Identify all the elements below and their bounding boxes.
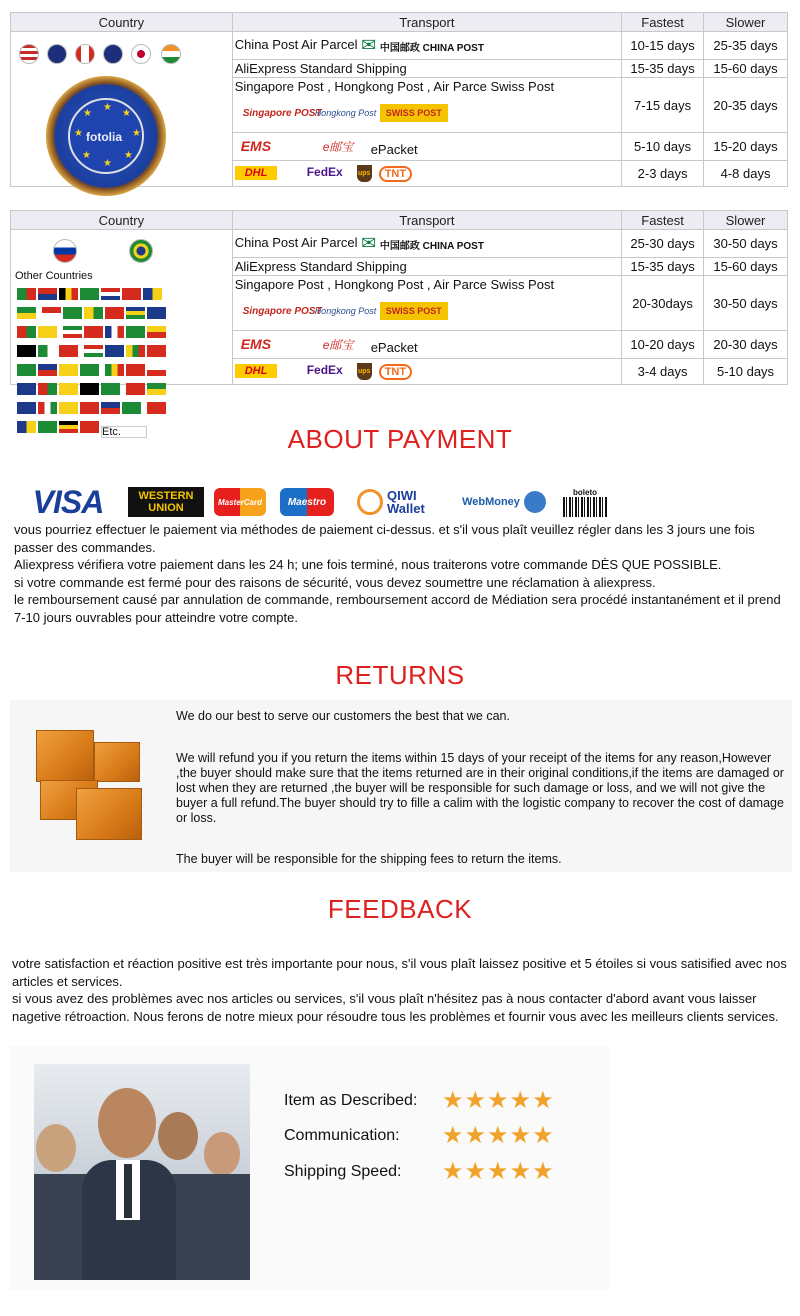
- rating-stars-shipping: ★★★★★: [442, 1158, 555, 1185]
- slower-cell: 30-50 days: [704, 230, 788, 258]
- tnt-logo: TNT: [379, 166, 412, 182]
- payment-logos: [22, 485, 622, 521]
- header-transport: Transport: [232, 211, 621, 230]
- returns-intro: We do our best to serve our customers the best that we can.: [176, 709, 510, 723]
- brazil-flag-icon: [129, 239, 153, 263]
- ems-logo: EMS: [240, 336, 272, 352]
- fastest-cell: 20-30days: [622, 276, 704, 331]
- visa-logo: VISA: [32, 483, 104, 520]
- rating-stars-communication: ★★★★★: [442, 1122, 555, 1149]
- eu-globe-image: ★ ★ ★ ★ ★ ★ ★ ★ fotolia: [46, 76, 166, 196]
- fotolia-watermark: fotolia: [86, 130, 122, 144]
- header-country: Country: [11, 211, 233, 230]
- rating-label-item: Item as Described:: [284, 1092, 418, 1109]
- transport-label: ePacket: [370, 142, 418, 157]
- ups-logo: ups: [357, 165, 372, 182]
- epacket-logo: e邮宝: [322, 338, 354, 352]
- business-team-photo: [34, 1064, 250, 1280]
- dhl-logo: DHL: [235, 364, 278, 378]
- transport-sg-hk-swiss: [232, 276, 621, 331]
- qiwi-logo: [348, 485, 448, 519]
- slower-cell: 15-60 days: [704, 60, 788, 78]
- fastest-cell: 15-35 days: [622, 258, 704, 276]
- returns-panel: [10, 700, 792, 872]
- shipping-table-standard: [10, 12, 788, 187]
- payment-line: le remboursement causé par annulation de commande, remboursement accord de Médiation sera procédé instantanément et il prend 7-10 jours ouvrables pour atteindre votre compte.: [14, 592, 781, 625]
- fastest-cell: 2-3 days: [622, 161, 704, 187]
- slower-cell: 4-8 days: [704, 161, 788, 187]
- transport-epacket: [232, 331, 621, 359]
- transport-sg-hk-swiss: [232, 78, 621, 133]
- maestro-logo: Maestro: [280, 488, 334, 516]
- other-countries-label: Other Countries: [15, 270, 93, 282]
- payment-title: ABOUT PAYMENT: [287, 424, 513, 454]
- transport-label: Singapore Post , Hongkong Post , Air Parce Swiss Post: [234, 277, 555, 292]
- usa-flag-icon: [19, 44, 39, 64]
- fastest-cell: 10-15 days: [622, 32, 704, 60]
- rating-label-shipping: Shipping Speed:: [284, 1163, 402, 1180]
- boleto-logo: [562, 485, 608, 519]
- barcode-icon: [563, 497, 607, 517]
- swiss-post-logo: SWISS POST: [380, 104, 448, 122]
- payment-line: si votre commande est fermé pour des raisons de sécurité, vous devez soumettre une réclamation à aliexpress.: [14, 574, 656, 590]
- qiwi-label: QIWI Wallet: [387, 488, 425, 516]
- australia-flag-icon: [47, 44, 67, 64]
- rating-label-communication: Communication:: [284, 1127, 400, 1144]
- header-slower: Slower: [704, 211, 788, 230]
- india-flag-icon: [161, 44, 181, 64]
- transport-china-post: [232, 32, 621, 60]
- fastest-cell: 7-15 days: [622, 78, 704, 133]
- payment-line: vous pourriez effectuer le paiement via méthodes de paiement ci-dessus. et s'il vous plaît veuillez régler dans les 3 jours une fois passer des commandes.: [14, 522, 755, 555]
- world-flags-grid: [16, 286, 181, 440]
- china-post-icon: ✉: [361, 35, 377, 55]
- slower-cell: 15-20 days: [704, 133, 788, 161]
- boleto-label: boleto: [573, 487, 597, 497]
- header-fastest: Fastest: [622, 13, 704, 32]
- tnt-logo: TNT: [379, 364, 412, 380]
- singapore-post-logo: Singapore POST: [242, 108, 322, 119]
- japan-flag-icon: [131, 44, 151, 64]
- transport-express: [232, 161, 621, 187]
- transport-label: China Post Air Parcel: [234, 37, 358, 52]
- slower-cell: 20-30 days: [704, 331, 788, 359]
- header-fastest: Fastest: [622, 211, 704, 230]
- webmoney-icon: [524, 491, 546, 513]
- fastest-cell: 10-20 days: [622, 331, 704, 359]
- russia-flag-icon: [53, 239, 77, 263]
- dhl-logo: DHL: [235, 166, 278, 180]
- china-post-logo: 中国邮政 CHINA POST: [379, 241, 484, 252]
- fedex-logo: FedEx: [306, 165, 343, 179]
- canada-flag-icon: [75, 44, 95, 64]
- webmoney-label: WebMoney: [462, 496, 520, 508]
- etc-label: Etc.: [101, 426, 147, 438]
- slower-cell: 20-35 days: [704, 78, 788, 133]
- epacket-logo: e邮宝: [322, 140, 354, 154]
- transport-label: ePacket: [370, 340, 418, 355]
- singapore-post-logo: Singapore POST: [242, 306, 322, 317]
- rating-stars-item: ★★★★★: [442, 1087, 555, 1114]
- returns-title: RETURNS: [335, 660, 465, 690]
- swiss-post-logo: SWISS POST: [380, 302, 448, 320]
- slower-cell: 25-35 days: [704, 32, 788, 60]
- hongkong-post-logo: Hongkong Post: [314, 108, 377, 118]
- country-flags-cell: [11, 230, 233, 438]
- mastercard-logo: MasterCard: [214, 488, 266, 516]
- feedback-line: si vous avez des problèmes avec nos articles ou services, s'il vous plaît n'hésitez pas à nous contacter d'abord avant vous laisser nagetive rétroaction. Nous ferons de notre mieux pour résoudre tous les problèmes et fournir vous avec les meilleurs clients services.: [12, 991, 779, 1024]
- nz-flag-icon: [103, 44, 123, 64]
- payment-text: [14, 521, 788, 626]
- fedex-logo: FedEx: [306, 363, 343, 377]
- fastest-cell: 25-30 days: [622, 230, 704, 258]
- transport-label: China Post Air Parcel: [234, 235, 358, 250]
- china-post-icon: ✉: [361, 233, 377, 253]
- hongkong-post-logo: Hongkong Post: [314, 306, 377, 316]
- ems-logo: EMS: [240, 138, 272, 154]
- country-flags-cell: [11, 32, 233, 187]
- fastest-cell: 5-10 days: [622, 133, 704, 161]
- fastest-cell: 3-4 days: [622, 359, 704, 385]
- transport-aliexpress: AliExpress Standard Shipping: [232, 60, 621, 78]
- slower-cell: 30-50 days: [704, 276, 788, 331]
- header-country: Country: [11, 13, 233, 32]
- fastest-cell: 15-35 days: [622, 60, 704, 78]
- qiwi-icon: [357, 489, 383, 515]
- transport-epacket: [232, 133, 621, 161]
- ups-logo: ups: [357, 363, 372, 380]
- rating-card: [10, 1046, 610, 1290]
- feedback-text: [12, 955, 790, 1025]
- webmoney-logo: [456, 485, 552, 519]
- slower-cell: 5-10 days: [704, 359, 788, 385]
- feedback-title: FEEDBACK: [327, 894, 473, 924]
- header-slower: Slower: [704, 13, 788, 32]
- western-union-logo: WESTERN UNION: [128, 487, 204, 517]
- returns-fees: The buyer will be responsible for the shipping fees to return the items.: [176, 852, 562, 866]
- transport-label: Singapore Post , Hongkong Post , Air Parce Swiss Post: [234, 79, 555, 94]
- returns-policy: We will refund you if you return the items within 15 days of your receipt of the items for any reason,However ,the buyer should make sure that the items returned are in their original conditions,if the items are damaged or lost when they are returned ,the buyer will be responsible for such damage or loss, and we will not give the buyer a full refund.The buyer should try to fille a calim with the logistic company to recover the cost of damage or loss.: [176, 751, 784, 825]
- china-post-logo: 中国邮政 CHINA POST: [379, 43, 484, 54]
- header-transport: Transport: [232, 13, 621, 32]
- boxes-image: [36, 728, 148, 838]
- shipping-table-other: [10, 210, 788, 438]
- transport-china-post: [232, 230, 621, 258]
- slower-cell: 15-60 days: [704, 258, 788, 276]
- payment-line: Aliexpress vérifiera votre paiement dans les 24 h; une fois terminé, nous traiterons votre commande DÈS QUE POSSIBLE.: [14, 557, 722, 572]
- transport-aliexpress: AliExpress Standard Shipping: [232, 258, 621, 276]
- transport-express: [232, 359, 621, 385]
- feedback-line: votre satisfaction et réaction positive est très importante pour nous, s'il vous plaît laissez positive et 5 étoiles si vous satisified avec nos articles et services.: [12, 956, 787, 989]
